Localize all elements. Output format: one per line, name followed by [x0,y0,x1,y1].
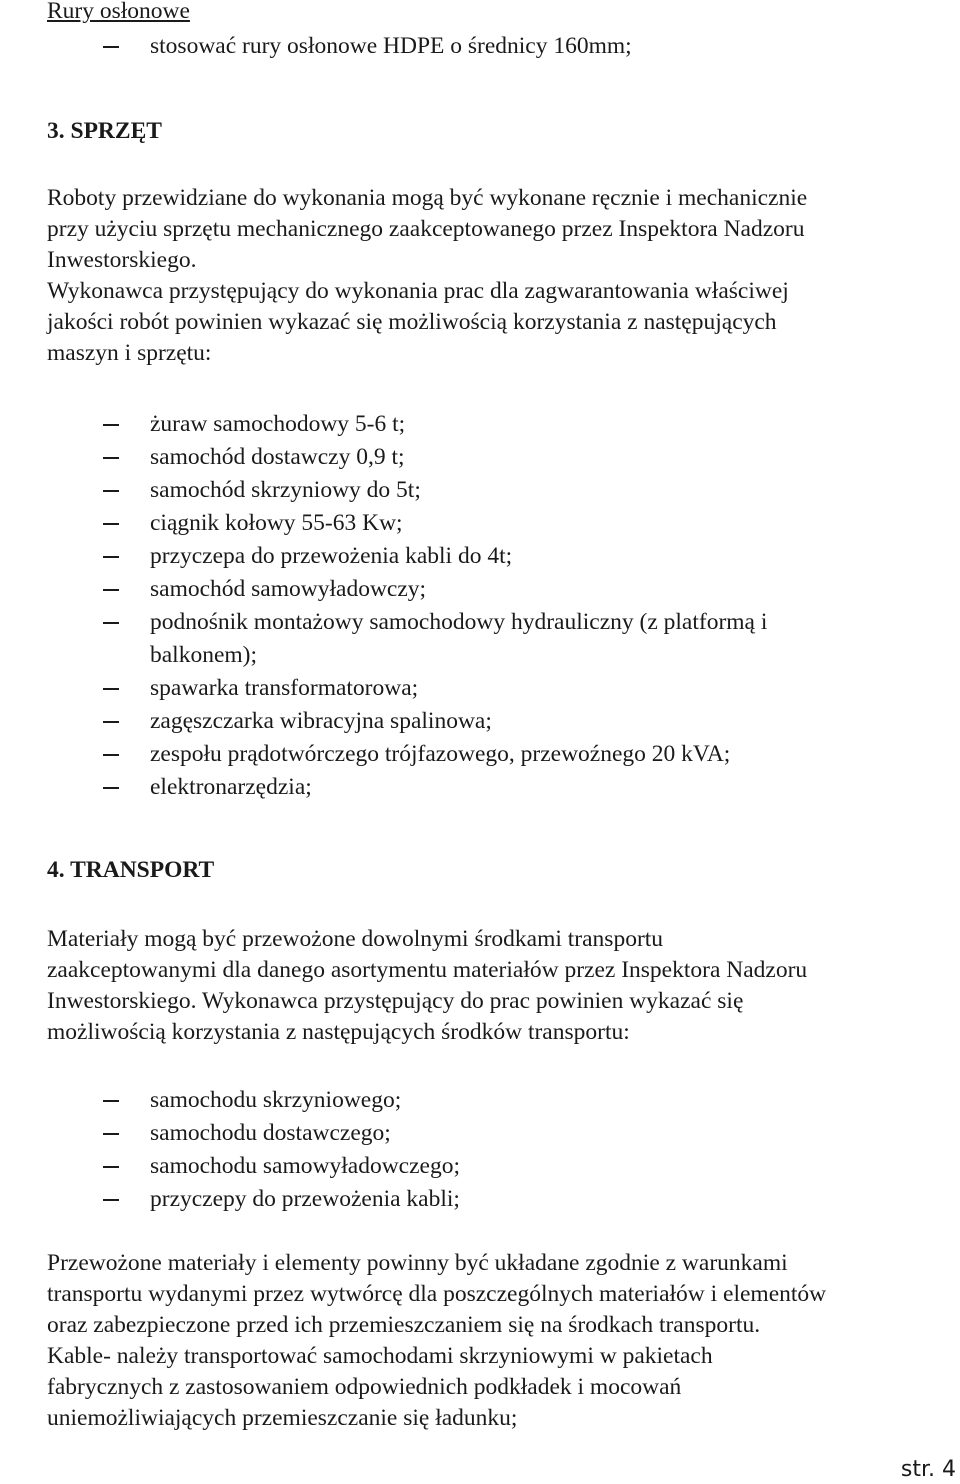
list-item: przyczepa do przewożenia kabli do 4t; [0,540,960,573]
text-line: oraz zabezpieczone przed ich przemieszczaniem się na środkach transportu. [47,1312,761,1338]
page-number: str. 4 [900,1457,956,1482]
text-line: transportu wydanymi przez wytwórcę dla poszczególnych materiałów i elementów [47,1281,827,1307]
transport-list [0,1084,960,1216]
list-item: elektronarzędzia; [0,771,960,804]
dash-bullet-icon [103,754,119,756]
text-line: zaakceptowanymi dla danego asortymentu materiałów przez Inspektora Nadzoru [47,957,808,983]
text-line: Inwestorskiego. Wykonawca przystępujący do prac powinien wykazać się [47,988,744,1014]
list-item: spawarka transformatorowa; [0,672,960,705]
subheading-casing-pipes: Rury osłonowe [47,0,190,24]
section-heading-transport: 4. TRANSPORT [47,857,215,883]
text-line: fabrycznych z zastosowaniem odpowiednich podkładek i mocowań [47,1374,682,1400]
dash-bullet-icon [103,523,119,525]
dash-bullet-icon [103,1199,119,1201]
equipment-list [0,408,960,804]
list-item: zagęszczarka wibracyjna spalinowa; [0,705,960,738]
dash-bullet-icon [103,721,119,723]
paragraph-transport-intro [47,924,807,1048]
dash-bullet-icon [103,589,119,591]
text-line: możliwością korzystania z następujących środków transportu: [47,1019,630,1045]
dash-bullet-icon [103,1166,119,1168]
dash-bullet-icon [103,556,119,558]
list-item: ciągnik kołowy 55-63 Kw; [0,507,960,540]
dash-bullet-icon [103,787,119,789]
text-line: Wykonawca przystępujący do wykonania prac dla zagwarantowania właściwej [47,278,789,304]
dash-bullet-icon [103,1133,119,1135]
text-line: Materiały mogą być przewożone dowolnymi środkami transportu [47,926,664,952]
list-item: zespołu prądotwórczego trójfazowego, przewoźnego 20 kVA; [0,738,960,771]
text-line: Roboty przewidziane do wykonania mogą być wykonane ręcznie i mechanicznie [47,185,808,211]
dash-bullet-icon [103,622,119,624]
text-line: Przewożone materiały i elementy powinny być układane zgodnie z warunkami [47,1250,788,1276]
section-heading-equipment: 3. SPRZĘT [47,118,162,144]
text-line: Kable- należy transportować samochodami skrzyniowymi w pakietach [47,1343,713,1369]
dash-bullet-icon [103,424,119,426]
list-item: przyczepy do przewożenia kabli; [0,1183,960,1216]
list-item: żuraw samochodowy 5-6 t; [0,408,960,441]
dash-bullet-icon [103,457,119,459]
list-item-continuation: balkonem); [150,642,258,668]
list-item: samochód samowyładowczy; [0,573,960,606]
text-line: jakości robót powinien wykazać się możliwością korzystania z następujących [47,309,777,335]
dash-bullet-icon [103,490,119,492]
list-item: stosować rury osłonowe HDPE o średnicy 160mm; [0,30,960,63]
text-line: przy użyciu sprzętu mechanicznego zaakceptowanego przez Inspektora Nadzoru [47,216,805,242]
list-item: samochodu skrzyniowego; [0,1084,960,1117]
list-item: samochodu samowyładowczego; [0,1150,960,1183]
list-item: samochodu dostawczego; [0,1117,960,1150]
dash-bullet-icon [103,688,119,690]
casing-pipes-list [0,30,960,63]
text-line: Inwestorskiego. [47,247,197,273]
list-item: podnośnik montażowy samochodowy hydrauliczny (z platformą i [0,606,960,639]
dash-bullet-icon [103,1100,119,1102]
paragraph-transport-conditions [47,1248,826,1434]
list-item: samochód dostawczy 0,9 t; [0,441,960,474]
paragraph-equipment-intro [47,183,807,369]
dash-bullet-icon [103,46,119,48]
list-item: samochód skrzyniowy do 5t; [0,474,960,507]
text-line: maszyn i sprzętu: [47,340,212,366]
text-line: uniemożliwiających przemieszczanie się ładunku; [47,1405,518,1431]
